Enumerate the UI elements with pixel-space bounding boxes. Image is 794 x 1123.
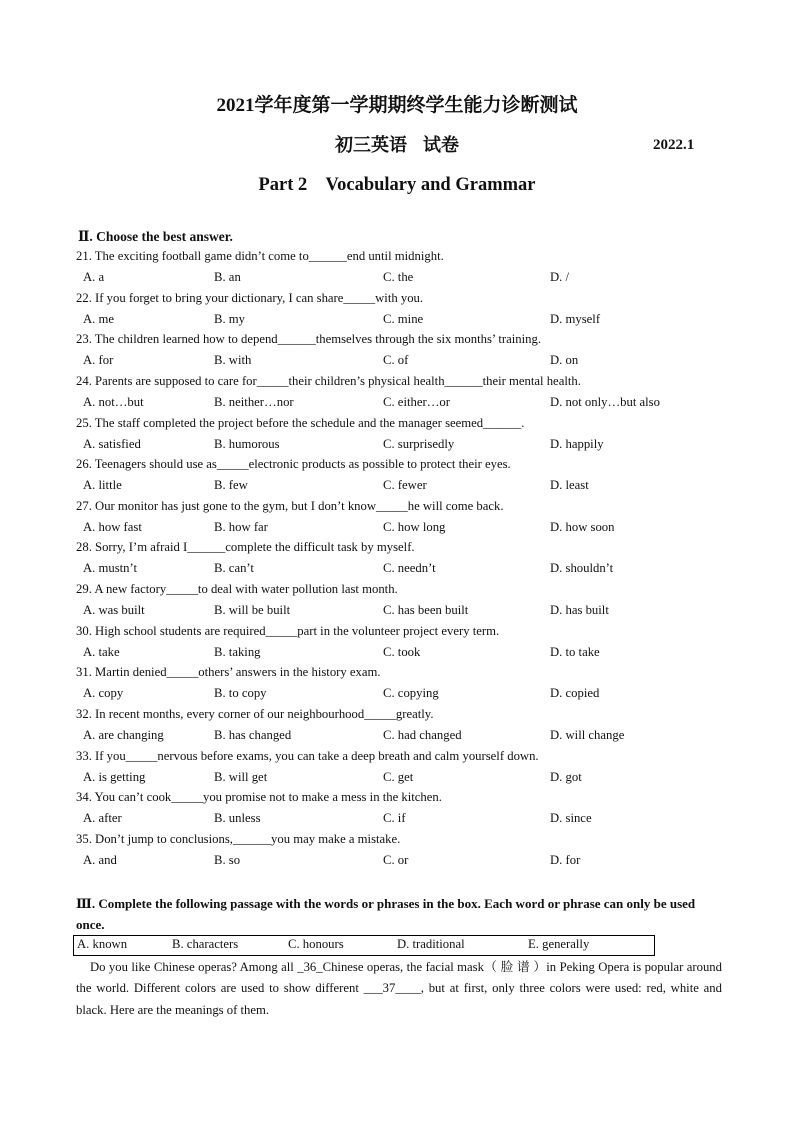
option-b: B. neither…nor bbox=[214, 394, 294, 409]
question-stem: 29. A new factory_____to deal with water pollution last month. bbox=[76, 582, 398, 597]
question-stem: 32. In recent months, every corner of our neighbourhood_____greatly. bbox=[76, 707, 434, 722]
option-c: C. had changed bbox=[383, 728, 462, 743]
option-a: A. was built bbox=[83, 603, 145, 618]
option-d: D. on bbox=[550, 353, 579, 368]
question-item bbox=[0, 832, 794, 874]
option-b: B. an bbox=[214, 270, 241, 284]
part-heading: Part 2 Vocabulary and Grammar bbox=[258, 175, 536, 195]
question-stem: 24. Parents are supposed to care for_____their children’s physical health______their mental health. bbox=[76, 373, 581, 388]
option-a: A. is getting bbox=[83, 769, 146, 784]
option-a: A. a bbox=[83, 270, 105, 284]
option-c: C. how long bbox=[383, 519, 446, 534]
option-c: C. copying bbox=[383, 686, 439, 701]
option-d: D. shouldn’t bbox=[550, 561, 614, 576]
option-a: A. copy bbox=[83, 686, 124, 701]
option-b: B. how far bbox=[214, 519, 268, 534]
option-c: C. surprisedly bbox=[383, 436, 455, 451]
option-b: B. taking bbox=[214, 644, 261, 659]
exam-title: 2021学年度第一学期期终学生能力诊断测试 bbox=[216, 95, 578, 116]
section-3-heading: Ⅲ. Complete the following passage with the words or phrases in the box. Each word or phrase can only be used once. bbox=[76, 896, 696, 932]
option-d: D. / bbox=[550, 270, 570, 284]
option-d: D. since bbox=[550, 811, 592, 826]
question-item bbox=[0, 499, 794, 541]
option-a: A. mustn’t bbox=[83, 561, 138, 576]
question-item bbox=[0, 624, 794, 666]
option-b: B. humorous bbox=[214, 436, 280, 451]
question-stem: 30. High school students are required_____part in the volunteer project every term. bbox=[76, 623, 500, 638]
option-d: D. got bbox=[550, 769, 582, 784]
option-a: A. after bbox=[83, 811, 122, 826]
option-b: B. will be built bbox=[214, 603, 291, 618]
option-b: B. can’t bbox=[214, 561, 254, 576]
option-d: D. least bbox=[550, 478, 589, 493]
option-d: D. happily bbox=[550, 436, 604, 451]
option-c: C. fewer bbox=[383, 478, 427, 493]
question-list bbox=[0, 249, 794, 874]
question-stem: 26. Teenagers should use as_____electronic products as possible to protect their eyes. bbox=[76, 457, 511, 472]
question-item bbox=[0, 665, 794, 707]
question-item bbox=[0, 332, 794, 374]
option-b: B. unless bbox=[214, 811, 261, 826]
question-item bbox=[0, 457, 794, 499]
question-item bbox=[0, 374, 794, 416]
option-c: C. has been built bbox=[383, 603, 469, 618]
option-a: A. me bbox=[83, 311, 115, 326]
passage-text: Do you like Chinese operas? Among all _36_Chinese operas, the facial mask（ 脸 谱 ）in Peking Opera is popular around the world. Different colors are used to show different ___37____, but at first, only three colors were used: red, white and black. Here are the meanings of them. bbox=[76, 960, 722, 1017]
paper-label: 试卷 bbox=[423, 135, 459, 155]
question-item bbox=[0, 749, 794, 791]
option-c: C. either…or bbox=[383, 394, 450, 409]
exam-date: 2022.1 bbox=[653, 137, 695, 153]
question-item bbox=[0, 707, 794, 749]
question-stem: 25. The staff completed the project before the schedule and the manager seemed______. bbox=[76, 415, 525, 430]
question-stem: 27. Our monitor has just gone to the gym, but I don’t know_____he will come back. bbox=[76, 498, 504, 513]
option-a: A. satisfied bbox=[83, 436, 141, 451]
word-option: E. generally bbox=[528, 937, 590, 951]
option-d: D. will change bbox=[550, 728, 625, 743]
word-option: D. traditional bbox=[397, 937, 465, 951]
option-a: A. for bbox=[83, 353, 114, 368]
option-b: B. will get bbox=[214, 769, 268, 784]
option-c: C. took bbox=[383, 644, 421, 659]
question-item bbox=[0, 790, 794, 832]
question-stem: 22. If you forget to bring your dictionary, I can share_____with you. bbox=[76, 290, 424, 305]
word-option: B. characters bbox=[172, 937, 239, 951]
option-a: A. take bbox=[83, 644, 120, 659]
option-d: D. not only…but also bbox=[550, 394, 660, 409]
option-b: B. few bbox=[214, 478, 248, 493]
question-stem: 23. The children learned how to depend______themselves through the six months’ training. bbox=[76, 332, 541, 347]
question-item bbox=[0, 249, 794, 291]
word-option: A. known bbox=[77, 937, 128, 951]
option-c: C. needn’t bbox=[383, 561, 436, 576]
option-c: C. if bbox=[383, 811, 406, 826]
subject-label: 初三英语 bbox=[335, 135, 407, 155]
question-item bbox=[0, 416, 794, 458]
option-d: D. copied bbox=[550, 686, 600, 701]
question-item bbox=[0, 582, 794, 624]
word-box bbox=[73, 935, 655, 956]
question-stem: 28. Sorry, I’m afraid I______complete the difficult task by myself. bbox=[76, 540, 415, 555]
option-a: A. and bbox=[83, 852, 117, 867]
option-a: A. how fast bbox=[83, 519, 142, 534]
option-b: B. has changed bbox=[214, 728, 292, 743]
option-d: D. has built bbox=[550, 603, 609, 618]
option-c: C. or bbox=[383, 852, 409, 867]
word-option: C. honours bbox=[288, 937, 344, 951]
question-item bbox=[0, 540, 794, 582]
option-d: D. myself bbox=[550, 311, 601, 326]
option-d: D. for bbox=[550, 852, 581, 867]
option-b: B. with bbox=[214, 353, 252, 368]
option-b: B. to copy bbox=[214, 686, 267, 701]
question-stem: 33. If you_____nervous before exams, you can take a deep breath and calm yourself down. bbox=[76, 748, 539, 763]
option-c: C. the bbox=[383, 270, 414, 284]
question-stem: 21. The exciting football game didn’t come to______end until midnight. bbox=[76, 249, 444, 263]
option-a: A. are changing bbox=[83, 728, 164, 743]
question-stem: 31. Martin denied_____others’ answers in the history exam. bbox=[76, 665, 381, 680]
option-a: A. little bbox=[83, 478, 122, 493]
option-a: A. not…but bbox=[83, 394, 144, 409]
option-d: D. to take bbox=[550, 644, 600, 659]
question-item bbox=[0, 291, 794, 333]
option-b: B. so bbox=[214, 852, 241, 867]
section-2-heading: Ⅱ. Choose the best answer. bbox=[78, 229, 233, 244]
option-d: D. how soon bbox=[550, 519, 615, 534]
option-b: B. my bbox=[214, 311, 246, 326]
question-stem: 35. Don’t jump to conclusions,______you may make a mistake. bbox=[76, 831, 401, 846]
option-c: C. of bbox=[383, 353, 409, 368]
option-c: C. mine bbox=[383, 311, 424, 326]
option-c: C. get bbox=[383, 769, 414, 784]
question-stem: 34. You can’t cook_____you promise not to make a mess in the kitchen. bbox=[76, 790, 442, 805]
